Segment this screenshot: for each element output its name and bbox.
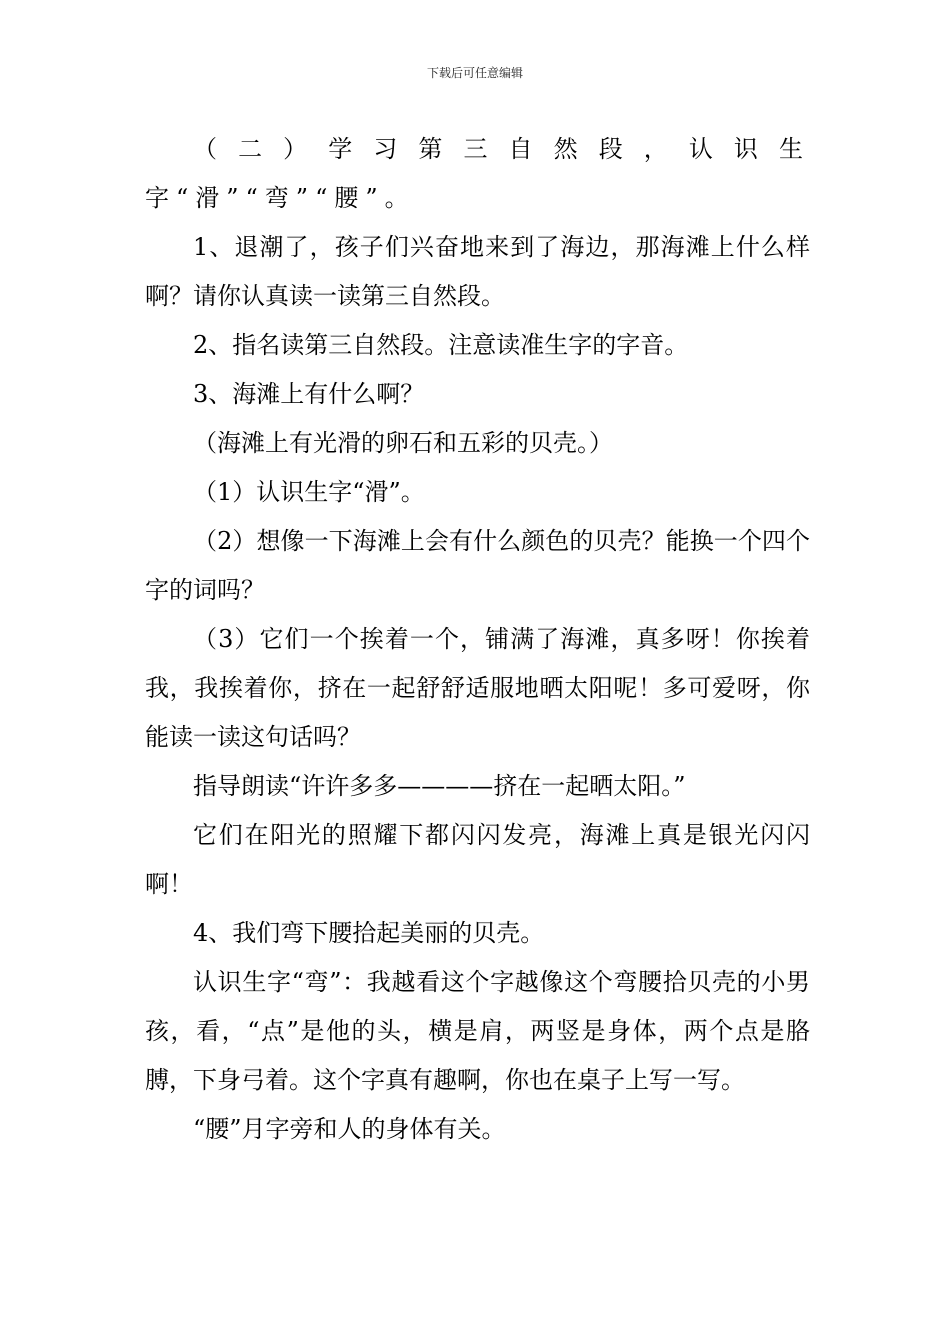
paragraph: “腰”月字旁和人的身体有关。 xyxy=(193,1115,506,1143)
paragraph: 它们在阳光的照耀下都闪闪发亮，海滩上真是银光闪闪啊！ xyxy=(145,821,810,898)
paragraph: 指导朗读“许许多多————挤在一起晒太阳。” xyxy=(193,772,686,800)
paragraph: （2）想像一下海滩上会有什么颜色的贝壳？能换一个四个字的词吗？ xyxy=(145,527,810,604)
page-header: 下载后可任意编辑 xyxy=(426,66,523,80)
paragraph: （3）它们一个挨着一个，铺满了海滩，真多呀！你挨着我，我挨着你，挤在一起舒舒适服地晒太阳呢！多可爱呀，你能读一读这句话吗？ xyxy=(145,625,810,751)
paragraph: 4、我们弯下腰拾起美丽的贝壳。 xyxy=(193,919,545,947)
paragraph: 认识生字“弯”：我越看这个字越像这个弯腰拾贝壳的小男孩，看，“点”是他的头，横是肩，两竖是身体，两个点是胳膊，下身弓着。这个字真有趣啊，你也在桌子上写一写。 xyxy=(145,968,810,1094)
paragraph: 1、退潮了，孩子们兴奋地来到了海边，那海滩上什么样啊？请你认真读一读第三自然段。 xyxy=(145,233,810,310)
section-heading: （二）学习第三自然段，认识生字“滑”“弯”“腰”。 xyxy=(145,135,810,212)
document-body xyxy=(145,125,810,1154)
paragraph: （海滩上有光滑的卵石和五彩的贝壳。） xyxy=(193,429,613,457)
paragraph: （1）认识生字“滑”。 xyxy=(193,478,425,506)
paragraph: 2、指名读第三自然段。注意读准生字的字音。 xyxy=(193,331,689,359)
paragraph: 3、海滩上有什么啊？ xyxy=(193,380,425,408)
